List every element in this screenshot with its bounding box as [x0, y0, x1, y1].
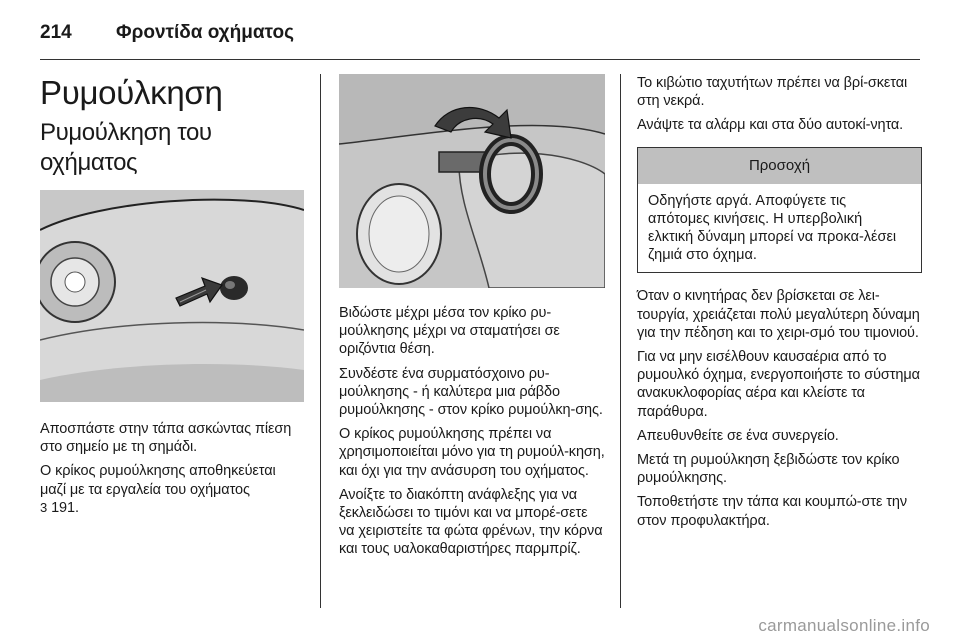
towing-eye-illustration [339, 74, 605, 288]
paragraph-text: Ο κρίκος ρυμούλκησης αποθηκεύεται μαζί με τα εργαλεία του οχήματος [40, 463, 276, 498]
page-number: 214 [40, 22, 72, 43]
bumper-cap-illustration [40, 190, 304, 402]
paragraph: Συνδέστε ένα συρματόσχοινο ρυ-μούλκησης - ή καλύτερα μια ράβδο ρυμούλκησης - στον κρίκο ρυμούλκη-σης. [339, 365, 603, 419]
paragraph: Όταν ο κινητήρας δεν βρίσκεται σε λει-τουργία, χρειάζεται πολύ μεγαλύτερη δύναμη για την πέδηση και το χειρι-σμό του τιμονιού. [637, 288, 920, 341]
paragraph: Ανοίξτε το διακόπτη ανάφλεξης για να ξεκλειδώσει το τιμόνι και να μπορέ-σετε να χειριστείτε τα φώτα φρένων, την κόρνα και τους υαλοκαθαριστήρες παρμπρίζ. [339, 486, 603, 558]
section-title: Ρυμούλκηση [40, 74, 223, 111]
page-reference-arrow[interactable]: 3 [40, 499, 48, 515]
paragraph: Απευθυνθείτε σε ένα συνεργείο. [637, 427, 839, 444]
column-divider-2 [620, 74, 621, 608]
column-2 [339, 74, 605, 565]
warning-title: Προσοχή [638, 148, 921, 184]
column-divider-1 [320, 74, 321, 608]
towing-eye-drawing [339, 74, 605, 288]
paragraph: Για να μην εισέλθουν καυσαέρια από το ρυμουλκό όχημα, ενεργοποιήστε το σύστημα ανακυκλοφορίας αέρα και κλείστε τα παράθυρα. [637, 349, 920, 420]
bumper-cap-drawing [40, 190, 304, 402]
paragraph: Αποσπάστε στην τάπα ασκώντας πίεση στο σημείο με τη σημάδι. [40, 421, 292, 456]
paragraph: Ο κρίκος ρυμούλκησης πρέπει να χρησιμοποιείται μόνο για τη ρυμούλ-κηση, και όχι για την ανάσυρση του οχήματος. [339, 426, 605, 479]
watermark: carmanualsonline.info [758, 616, 930, 635]
paragraph: Τοποθετήστε την τάπα και κουμπώ-στε την στον προφυλακτήρα. [637, 494, 908, 529]
warning-body [638, 184, 921, 273]
column-1 [40, 74, 304, 523]
column-3 [637, 74, 920, 536]
paragraph: Μετά τη ρυμούλκηση ξεβιδώστε τον κρίκο ρυμούλκησης. [637, 452, 900, 487]
page-reference[interactable]: 191. [51, 499, 79, 516]
warning-text: Οδηγήστε αργά. Αποφύγετε τις απότομες κινήσεις. Η υπερβολική ελκτική δύναμη μπορεί να προκα-λέσει ζημιά στο όχημα. [648, 192, 897, 264]
paragraph: Ανάψτε τα αλάρμ και στα δύο αυτοκί-νητα. [637, 117, 904, 134]
subsection-title: Ρυμούλκηση του οχήματος [40, 119, 212, 176]
paragraph-with-reference [40, 462, 304, 517]
paragraph: Το κιβώτιο ταχυτήτων πρέπει να βρί-σκεται στη νεκρά. [637, 75, 908, 110]
header-divider [40, 59, 920, 60]
chapter-title: Φροντίδα οχήματος [116, 22, 294, 43]
paragraph: Βιδώστε μέχρι μέσα τον κρίκο ρυ-μούλκησης μέχρι να σταματήσει σε οριζόντια θέση. [339, 305, 560, 358]
warning-box [637, 147, 922, 274]
page-header [40, 22, 920, 58]
